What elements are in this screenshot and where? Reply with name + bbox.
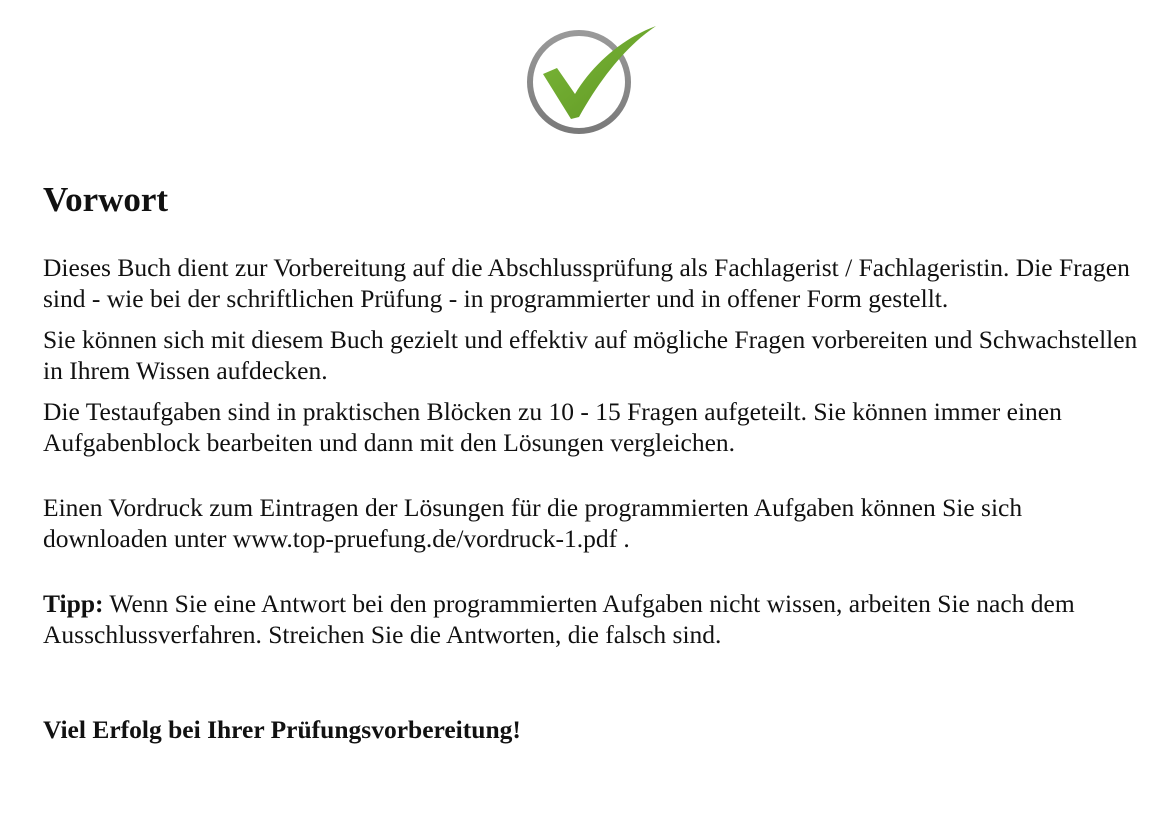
page-title: Vorwort — [43, 180, 169, 219]
paragraph-tip — [43, 588, 1143, 650]
closing-line — [43, 714, 1143, 745]
closing-text: Viel Erfolg bei Ihrer Prüfungsvorbereitung! — [43, 715, 521, 744]
preface-section — [43, 172, 1143, 745]
paragraph-download: Einen Vordruck zum Eintragen der Lösungen für die programmierten Aufgaben können Sie sich downloaden unter www.top-pruefung.de/vordruck-1.pdf . — [43, 493, 1023, 553]
paragraph-benefit: Sie können sich mit diesem Buch gezielt und effektiv auf mögliche Fragen vorbereiten und Schwachstellen in Ihrem Wissen aufdecken. — [43, 325, 1138, 385]
checkmark-circle-icon — [527, 24, 659, 136]
paragraph-intro: Dieses Buch dient zur Vorbereitung auf die Abschlussprüfung als Fachlagerist / Fachlageristin. Die Fragen sind - wie bei der schriftlichen Prüfung - in programmierter und in offener Form gestellt. — [43, 253, 1130, 313]
paragraph-blocks: Die Testaufgaben sind in praktischen Blöcken zu 10 - 15 Fragen aufgeteilt. Sie können immer einen Aufgabenblock bearbeiten und dann mit den Lösungen vergleichen. — [43, 397, 1062, 457]
tip-label: Tipp: — [43, 589, 104, 618]
tip-text: Wenn Sie eine Antwort bei den programmierten Aufgaben nicht wissen, arbeiten Sie nach dem Ausschlussverfahren. Streichen Sie die Antworten, die falsch sind. — [43, 589, 1075, 649]
